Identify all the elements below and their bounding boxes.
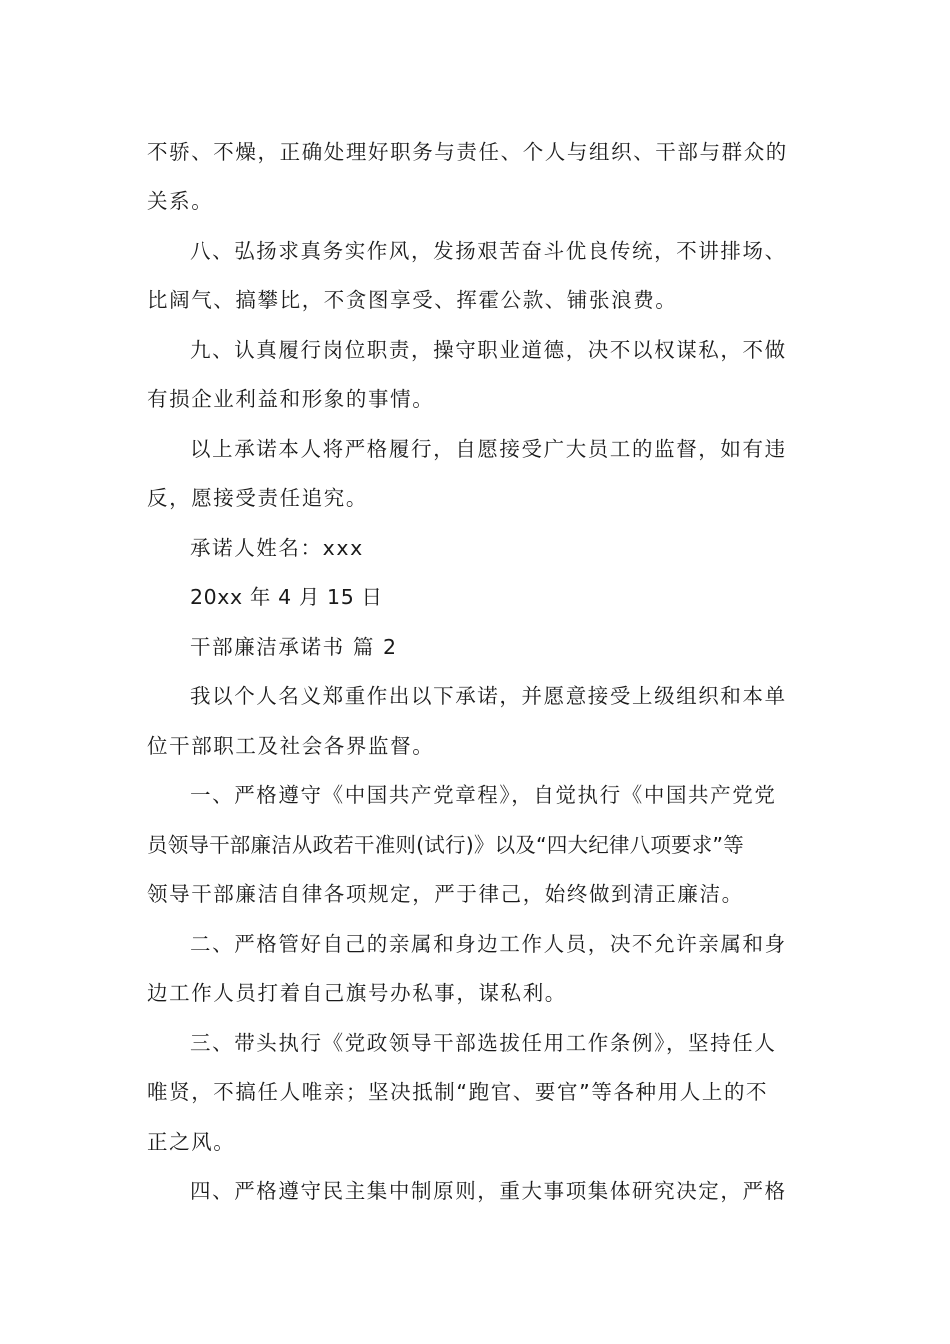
date-line: 20xx 年 4 月 15 日 <box>190 585 383 609</box>
text-line: 不骄、不燥，正确处理好职务与责任、个人与组织、干部与群众的 <box>147 140 788 164</box>
text-line: 关系。 <box>147 189 214 213</box>
text-line: 唯贤，不搞任人唯亲；坚决抵制“跑官、要官”等各种用人上的不 <box>147 1080 769 1104</box>
text-line: 有损企业利益和形象的事情。 <box>147 387 435 411</box>
paragraph-line: 三、带头执行《党政领导干部选拔任用工作条例》，坚持任人 <box>190 1031 777 1055</box>
paragraph-line: 我以个人名义郑重作出以下承诺，并愿意接受上级组织和本单 <box>190 684 787 708</box>
paragraph-line: 以上承诺本人将严格履行，自愿接受广大员工的监督，如有违 <box>190 437 787 461</box>
paragraph-line: 九、认真履行岗位职责，操守职业道德，决不以权谋私，不做 <box>190 338 787 362</box>
paragraph-line: 二、严格管好自己的亲属和身边工作人员，决不允许亲属和身 <box>190 932 787 956</box>
text-line: 位干部职工及社会各界监督。 <box>147 734 435 758</box>
signer-name: 承诺人姓名：xxx <box>190 536 364 560</box>
text-line: 正之风。 <box>147 1130 236 1154</box>
paragraph-line: 八、弘扬求真务实作风，发扬艰苦奋斗优良传统，不讲排场、 <box>190 239 787 263</box>
section-title: 干部廉洁承诺书 篇 2 <box>190 635 398 659</box>
text-line: 领导干部廉洁自律各项规定，严于律己，始终做到清正廉洁。 <box>147 882 744 906</box>
paragraph-line: 四、严格遵守民主集中制原则，重大事项集体研究决定，严格 <box>190 1179 787 1203</box>
text-line: 比阔气、搞攀比，不贪图享受、挥霍公款、铺张浪费。 <box>147 288 678 312</box>
text-line: 边工作人员打着自己旗号办私事，谋私利。 <box>147 981 567 1005</box>
text-line: 员领导干部廉洁从政若干准则(试行)》以及“四大纪律八项要求”等 <box>147 833 744 857</box>
text-line: 反，愿接受责任追究。 <box>147 486 368 510</box>
paragraph-line: 一、严格遵守《中国共产党章程》，自觉执行《中国共产党党 <box>190 783 777 807</box>
